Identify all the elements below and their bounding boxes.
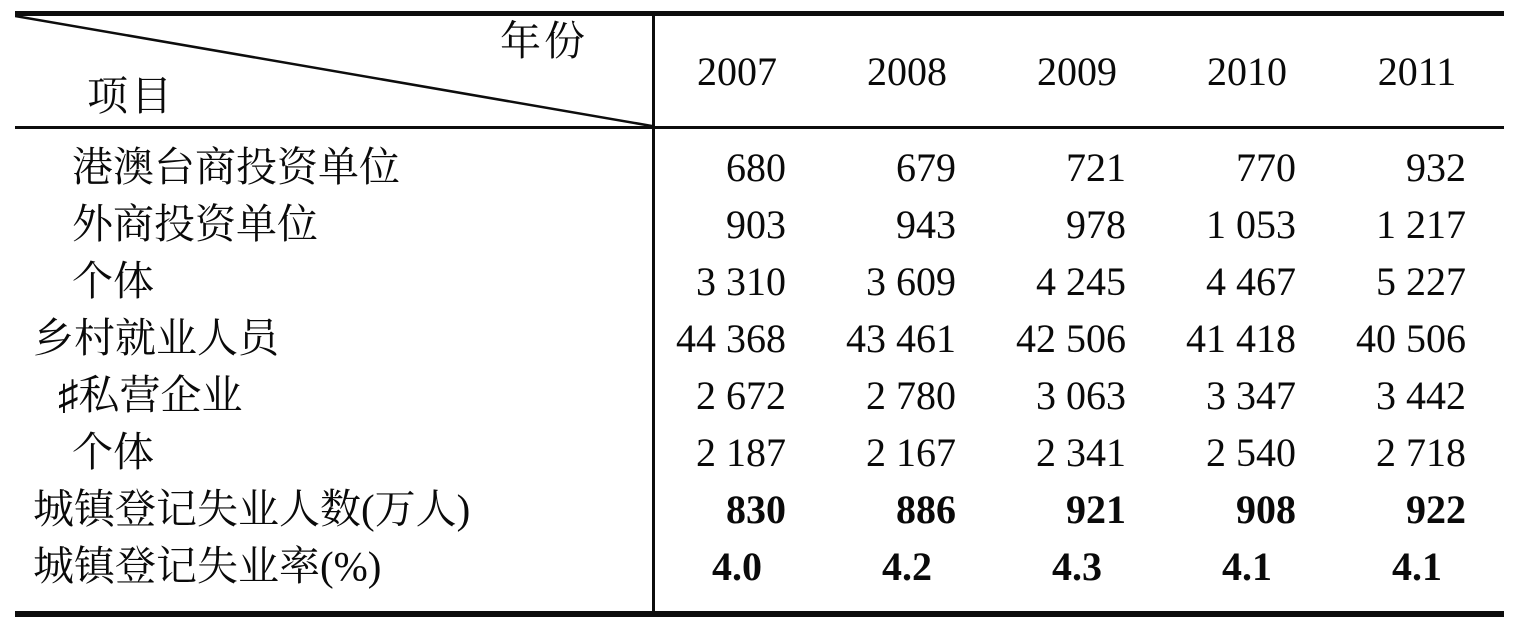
data-cell: 2 780 [866, 372, 956, 418]
data-cell: 2 540 [1206, 429, 1296, 475]
row-label: 个体 [72, 429, 154, 475]
data-cell: 721 [1066, 144, 1126, 190]
data-cell: 908 [1236, 486, 1296, 532]
year-header: 2009 [1037, 48, 1117, 94]
data-cell: 770 [1236, 144, 1296, 190]
row-label: ♯私营企业 [58, 372, 243, 418]
data-cell: 922 [1406, 486, 1466, 532]
data-cell: 5 227 [1376, 258, 1466, 304]
table-row [15, 310, 1504, 367]
data-cell: 43 461 [846, 315, 956, 361]
row-label: 城镇登记失业人数(万人) [33, 486, 471, 532]
data-cell: 2 672 [696, 372, 786, 418]
data-cell: 3 347 [1206, 372, 1296, 418]
data-cell: 943 [896, 201, 956, 247]
data-cell: 679 [896, 144, 956, 190]
table-body [15, 129, 1504, 595]
data-cell: 44 368 [676, 315, 786, 361]
data-cell: 1 053 [1206, 201, 1296, 247]
table-row [15, 367, 1504, 424]
data-cell: 3 609 [866, 258, 956, 304]
table-row [15, 481, 1504, 538]
data-cell: 4.1 [1392, 543, 1442, 589]
row-label: 城镇登记失业率(%) [33, 543, 382, 589]
data-cell: 1 217 [1376, 201, 1466, 247]
data-cell: 2 341 [1036, 429, 1126, 475]
table-row [15, 538, 1504, 595]
data-cell: 978 [1066, 201, 1126, 247]
data-cell: 2 718 [1376, 429, 1466, 475]
year-header: 2011 [1377, 48, 1457, 94]
data-cell: 2 167 [866, 429, 956, 475]
data-cell: 3 310 [696, 258, 786, 304]
data-cell: 886 [896, 486, 956, 532]
row-label: 外商投资单位 [72, 201, 318, 247]
data-cell: 680 [726, 144, 786, 190]
year-header: 2010 [1207, 48, 1287, 94]
data-cell: 42 506 [1016, 315, 1126, 361]
statistics-table [15, 11, 1504, 617]
header-corner-cell [15, 16, 652, 126]
row-label: 乡村就业人员 [33, 315, 279, 361]
data-cell: 4.3 [1052, 543, 1102, 589]
data-cell: 3 063 [1036, 372, 1126, 418]
table-header-row [15, 16, 1504, 129]
table-row [15, 139, 1504, 196]
data-cell: 921 [1066, 486, 1126, 532]
data-cell: 4 245 [1036, 258, 1126, 304]
data-cell: 41 418 [1186, 315, 1296, 361]
data-cell: 4 467 [1206, 258, 1296, 304]
column-divider-line [652, 16, 655, 611]
data-cell: 40 506 [1356, 315, 1466, 361]
data-cell: 932 [1406, 144, 1466, 190]
data-cell: 4.0 [712, 543, 762, 589]
data-cell: 4.2 [882, 543, 932, 589]
table-row [15, 196, 1504, 253]
data-cell: 2 187 [696, 429, 786, 475]
row-label: 个体 [72, 258, 154, 304]
corner-label-item: 项目 [87, 73, 175, 119]
row-label: 港澳台商投资单位 [72, 144, 400, 190]
data-cell: 4.1 [1222, 543, 1272, 589]
year-header: 2008 [867, 48, 947, 94]
data-cell: 830 [726, 486, 786, 532]
table-row [15, 424, 1504, 481]
data-cell: 903 [726, 201, 786, 247]
year-header: 2007 [697, 48, 777, 94]
corner-label-year: 年份 [500, 18, 588, 64]
table-row [15, 253, 1504, 310]
data-cell: 3 442 [1376, 372, 1466, 418]
